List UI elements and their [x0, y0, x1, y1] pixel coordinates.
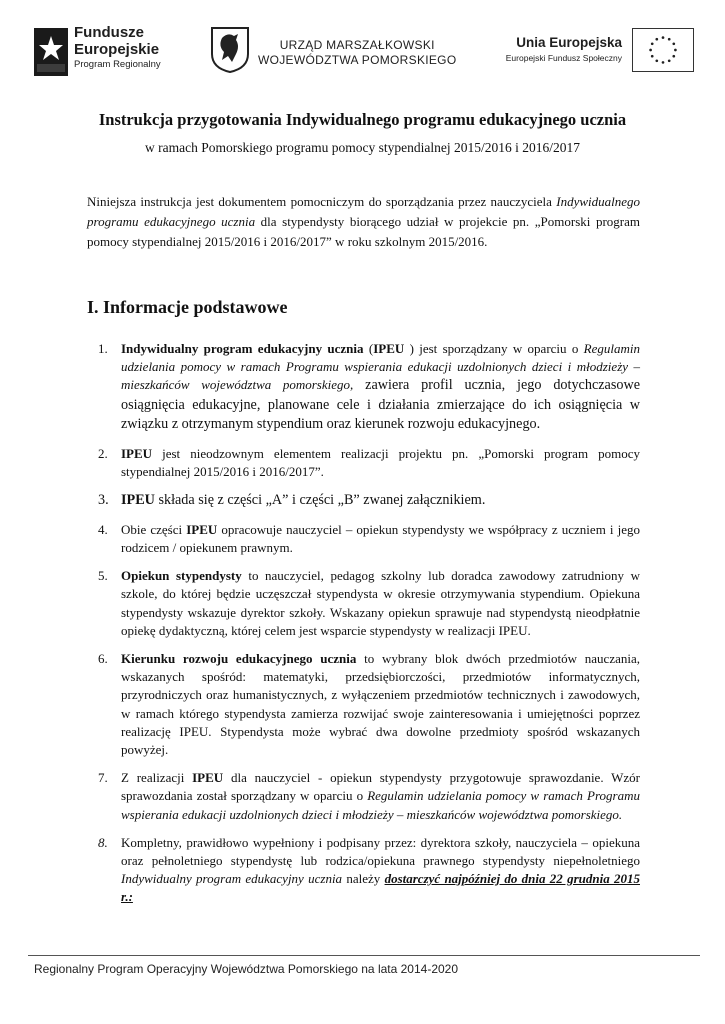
- section-heading: I. Informacje podstawowe: [87, 297, 288, 317]
- list-item-number: 7.: [98, 770, 108, 786]
- document-subtitle: w ramach Pomorskiego programu pomocy stypendialnej 2015/2016 i 2016/2017: [145, 140, 580, 155]
- list-item-6: [87, 650, 640, 759]
- list-item-number: 6.: [98, 651, 108, 667]
- ue-logo-line1: Unia Europejska: [516, 35, 622, 50]
- text-fragment: zawiera profil ucznia, jego dotychczasowe osiągnięcia edukacyjne, planowane cele i działania zmierzające do ich osiągnięcia w związku z otrzymanym stypendium oraz kierunek rozwoju edukacyjnego.: [121, 377, 640, 433]
- fundusze-europejskie-text: [74, 24, 161, 72]
- list-item-2: [87, 445, 640, 481]
- intro-text-1: Niniejsza instrukcja jest dokumentem pomocniczym do sporządzania przez nauczyciela: [87, 194, 557, 209]
- intro-text-italic: Indywidualnego programu edukacyjnego ucznia: [87, 194, 640, 229]
- term-ipeu: IPEU: [373, 341, 405, 356]
- text-fragment: dla nauczyciel - opiekun stypendysty przygotowuje sprawozdanie. Wzór sprawozdania został sporządzany w oparciu o: [121, 770, 640, 804]
- list-item-number: 4.: [98, 521, 108, 537]
- fundusze-europejskie-logo: [34, 22, 184, 80]
- list-item-5: [87, 567, 640, 640]
- fe-logo-line1: Fundusze: [74, 24, 144, 41]
- text-fragment: ) jest sporządzany w oparciu o: [404, 341, 584, 356]
- term-ipeu-full: Indywidualny program edukacyjny ucznia: [121, 341, 364, 356]
- ue-logo-line2: Europejski Fundusz Społeczny: [505, 53, 622, 63]
- program-name-italic: Indywidualny program edukacyjny ucznia: [121, 871, 343, 887]
- list-item-number: 5.: [98, 568, 108, 584]
- list-item-number: 1.: [98, 341, 108, 356]
- term-opiekun: Opiekun stypendysty: [121, 568, 242, 584]
- text-fragment: to nauczyciel, pedagog szkolny lub doradca zawodowy zatrudniony w szkole, do której będzie uczęszczał stypendysta w okresie otrzymywania stypendium. Opiekuna stypendysty wskazuje dyrektor szkoły. Wskazany opiekun sprawuje nad stypendystą nieodpłatnie opiekę dydaktyczną, której celem jest wsparcie stypendysty w realizacji IPEU.: [121, 568, 641, 638]
- regulamin-reference: Regulamin udzielania pomocy w ramach Programu wspierania edukacji uzdolnionych dzieci i młodzieży – mieszkańców województwa pomorskiego.: [121, 788, 640, 822]
- deadline-text: dostarczyć najpóźniej do dnia 22 grudnia 2015 r.:: [121, 871, 640, 905]
- intro-text-2: dla stypendysty biorącego udział w projekcie pn. „Pomorski program pomocy stypendialnej 2015/2016 i 2016/2017” w roku szkolnym 2015/2016.: [87, 214, 640, 249]
- term-kierunek: Kierunku rozwoju edukacyjnego ucznia: [121, 651, 357, 667]
- unia-europejska-logo: [482, 28, 694, 78]
- document-title: Instrukcja przygotowania Indywidualnego programu edukacyjnego ucznia: [98, 110, 627, 129]
- list-item-3: [87, 491, 640, 511]
- list-item-8: [87, 834, 640, 907]
- list-item-1: [87, 340, 640, 435]
- term-ipeu: IPEU: [186, 521, 218, 537]
- eu-flag-icon: [632, 28, 694, 72]
- term-ipeu: IPEU: [121, 492, 155, 509]
- text-fragment: należy: [342, 871, 385, 887]
- text-fragment: to wybrany blok dwóch przedmiotów nauczania, wskazanych spośród: matematyki, przedsiębiorczości, przedmiotów informatycznych, przyrodniczych oraz humanistycznych, z wyłączeniem przedmiotów technicznych i zawodowych, w ramach którego stypendysta zamierza rozwijać swoje zainteresowania i umiejętności poprzez realizację IPEU. Stypendysta może wybrać dwa dowolne przedmioty spośród wskazanych powyżej.: [121, 651, 640, 758]
- griffin-crest-icon: [210, 26, 250, 74]
- list-item-4: [87, 521, 640, 557]
- fe-logo-line3: Program Regionalny: [74, 59, 161, 70]
- text-fragment: jest nieodzownym elementem realizacji projektu pn. „Pomorski program pomocy stypendialnej 2015/2016 i 2016/2017”.: [121, 445, 640, 480]
- fe-logo-line2: Europejskie: [74, 41, 160, 58]
- header-logo-bar: [34, 22, 694, 82]
- um-logo-line1: URZĄD MARSZAŁKOWSKI: [279, 38, 435, 52]
- text-fragment: składa się z części „A” i części „B” zwanej załącznikiem.: [154, 492, 486, 509]
- text-fragment: Z realizacji: [121, 770, 193, 786]
- urzad-marszalkowski-text: [258, 38, 456, 68]
- list-item-number: 3.: [98, 492, 109, 509]
- text-fragment: (: [363, 341, 374, 356]
- list-item-7: [87, 769, 640, 824]
- text-fragment: opracowuje nauczyciel – opiekun stypendysty we współpracy z uczniem i jego rodzicem / opiekunem prawnym.: [121, 521, 640, 556]
- unia-europejska-text: [482, 34, 622, 65]
- urzad-marszalkowski-logo: [210, 26, 460, 78]
- term-ipeu: IPEU: [121, 445, 153, 461]
- info-list: [87, 340, 640, 917]
- fundusze-europejskie-star-icon: [34, 28, 68, 76]
- footer-divider: [28, 955, 700, 956]
- list-item-number: 2.: [98, 445, 108, 461]
- text-fragment: Kompletny, prawidłowo wypełniony i podpisany przez: dyrektora szkoły, nauczyciela – opiekuna oraz pełnoletniego stypendystę lub rodzica/opiekuna prawnego stypendysty niepełnoletniego: [121, 834, 640, 869]
- text-fragment: Obie części: [121, 521, 187, 537]
- intro-paragraph: [87, 192, 640, 252]
- regulamin-reference: Regulamin udzielania pomocy w ramach Programu wspierania edukacji uzdolnionych dzieci i młodzieży – mieszkańców województwa pomorskiego,: [121, 341, 640, 393]
- term-ipeu: IPEU: [192, 770, 224, 786]
- list-item-number: 8.: [98, 834, 108, 850]
- footer-text: Regionalny Program Operacyjny Województwa Pomorskiego na lata 2014-2020: [34, 962, 459, 976]
- um-logo-line2: WOJEWÓDZTWA POMORSKIEGO: [258, 53, 457, 67]
